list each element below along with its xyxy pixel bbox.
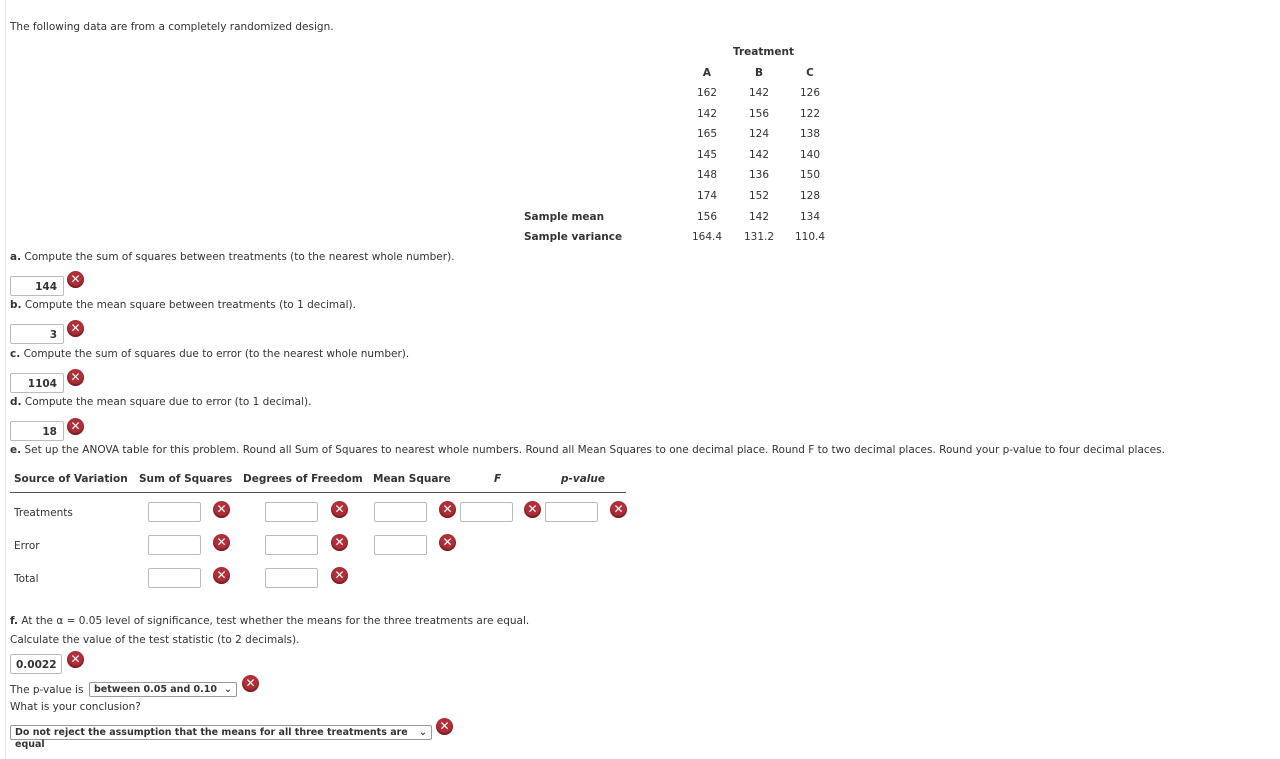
incorrect-icon: ✕ [242, 675, 259, 692]
table-cell: 165 [696, 128, 718, 141]
pvalue-label: The p-value is [10, 684, 84, 696]
header-source: Source of Variation [14, 473, 128, 485]
total-df-input[interactable] [265, 568, 318, 588]
question-a [10, 251, 455, 263]
row-treatments-label: Treatments [14, 507, 73, 519]
selected-value: Do not reject the assumption that the means for all three treatments are equal [15, 727, 408, 750]
treatments-pvalue-input[interactable] [545, 502, 598, 522]
selected-value: between 0.05 and 0.10 [94, 684, 217, 695]
table-cell: 174 [696, 190, 718, 202]
incorrect-icon: ✕ [67, 320, 84, 337]
question-text: Compute the mean square due to error (to 1 decimal). [24, 396, 312, 408]
header-ss: Sum of Squares [139, 473, 233, 485]
column-header: A [702, 67, 712, 79]
treatments-ms-input[interactable] [374, 502, 427, 522]
table-cell: 142 [748, 87, 770, 99]
treatments-f-input[interactable] [460, 502, 513, 522]
pvalue-select[interactable] [89, 682, 237, 697]
answer-a-input[interactable]: 144 [10, 276, 64, 296]
test-statistic-input[interactable]: 0.0022 [10, 654, 62, 674]
question-text: Compute the mean square between treatments (to 1 decimal). [24, 299, 356, 311]
incorrect-icon: ✕ [67, 369, 84, 386]
prefix: e. [10, 444, 22, 456]
question-text: Set up the ANOVA table for this problem. Round all Sum of Squares to nearest whole numbers. Round all Mean Squares to one decimal place. Round F to two decimal places. Round your p-value to four decimal places. [24, 444, 1165, 456]
header-ms: Mean Square [373, 473, 451, 485]
table-cell: 142 [696, 107, 718, 120]
table-cell: 156 [748, 107, 770, 120]
table-cell: 128 [799, 190, 821, 202]
error-ms-input[interactable] [374, 535, 427, 555]
incorrect-icon: ✕ [524, 501, 541, 518]
row-error-label: Error [14, 540, 40, 552]
sample-variance-value: 110.4 [794, 231, 826, 243]
header-divider [10, 492, 626, 493]
sample-mean-label: Sample mean [524, 211, 605, 223]
answer-d-input[interactable]: 18 [10, 421, 64, 441]
question-d [10, 396, 311, 408]
incorrect-icon: ✕ [439, 534, 456, 551]
question-c [10, 348, 409, 360]
sample-mean-value: 156 [696, 211, 718, 223]
left-border [5, 0, 6, 759]
total-ss-input[interactable] [148, 568, 201, 588]
answer-c-input[interactable]: 1104 [10, 373, 64, 393]
incorrect-icon: ✕ [331, 501, 348, 518]
table-cell: 124 [748, 128, 770, 141]
incorrect-icon: ✕ [67, 271, 84, 288]
chevron-down-icon: ⌄ [224, 684, 232, 695]
conclusion-prompt: What is your conclusion? [10, 701, 141, 713]
incorrect-icon: ✕ [331, 567, 348, 584]
sample-mean-value: 142 [748, 211, 770, 223]
question-text: Compute the sum of squares due to error (to the nearest whole number). [23, 348, 410, 360]
error-ss-input[interactable] [148, 535, 201, 555]
table-cell: 122 [799, 107, 821, 120]
incorrect-icon: ✕ [436, 718, 453, 735]
incorrect-icon: ✕ [213, 501, 230, 518]
treatments-df-input[interactable] [265, 502, 318, 522]
incorrect-icon: ✕ [67, 651, 84, 668]
table-cell: 138 [799, 128, 821, 141]
question-e [10, 444, 1165, 456]
header-f: F [494, 473, 502, 485]
question-text: At the α = 0.05 level of significance, test whether the means for the three treatments are equal. [21, 615, 530, 627]
table-cell: 126 [799, 87, 821, 99]
sample-variance-label: Sample variance [524, 231, 623, 243]
table-cell: 140 [799, 148, 821, 161]
prefix: f. [10, 615, 18, 627]
sample-variance-value: 164.4 [691, 231, 723, 243]
prefix: b. [10, 299, 22, 311]
table-cell: 145 [696, 148, 718, 161]
incorrect-icon: ✕ [610, 501, 627, 518]
sample-mean-value: 134 [799, 211, 821, 223]
prefix: a. [10, 251, 22, 263]
prefix: d. [10, 396, 22, 408]
header-df: Degrees of Freedom [243, 473, 363, 485]
treatments-ss-input[interactable] [148, 502, 201, 522]
prefix: c. [10, 348, 21, 360]
question-b [10, 299, 356, 311]
sample-variance-value: 131.2 [743, 231, 775, 243]
question-text: Compute the sum of squares between treatments (to the nearest whole number). [24, 251, 455, 263]
table-cell: 136 [748, 169, 770, 182]
table-cell: 148 [696, 169, 718, 182]
row-total-label: Total [14, 573, 39, 585]
table-cell: 150 [799, 169, 821, 182]
header-pvalue: p-value [561, 473, 605, 485]
table-cell: 152 [748, 190, 770, 202]
incorrect-icon: ✕ [213, 534, 230, 551]
chevron-down-icon: ⌄ [419, 727, 427, 738]
table-cell: 162 [696, 87, 718, 99]
answer-b-input[interactable]: 3 [10, 324, 64, 344]
column-header: B [754, 67, 763, 79]
column-header: C [806, 67, 814, 79]
conclusion-select[interactable] [10, 725, 432, 750]
table-cell: 142 [748, 148, 770, 161]
incorrect-icon: ✕ [213, 567, 230, 584]
error-df-input[interactable] [265, 535, 318, 555]
stat-prompt: Calculate the value of the test statistic (to 2 decimals). [10, 634, 300, 646]
intro-text: The following data are from a completely randomized design. [10, 21, 334, 33]
treatment-header: Treatment [733, 46, 794, 58]
incorrect-icon: ✕ [331, 534, 348, 551]
incorrect-icon: ✕ [439, 501, 456, 518]
incorrect-icon: ✕ [67, 418, 84, 435]
question-f [10, 615, 529, 627]
